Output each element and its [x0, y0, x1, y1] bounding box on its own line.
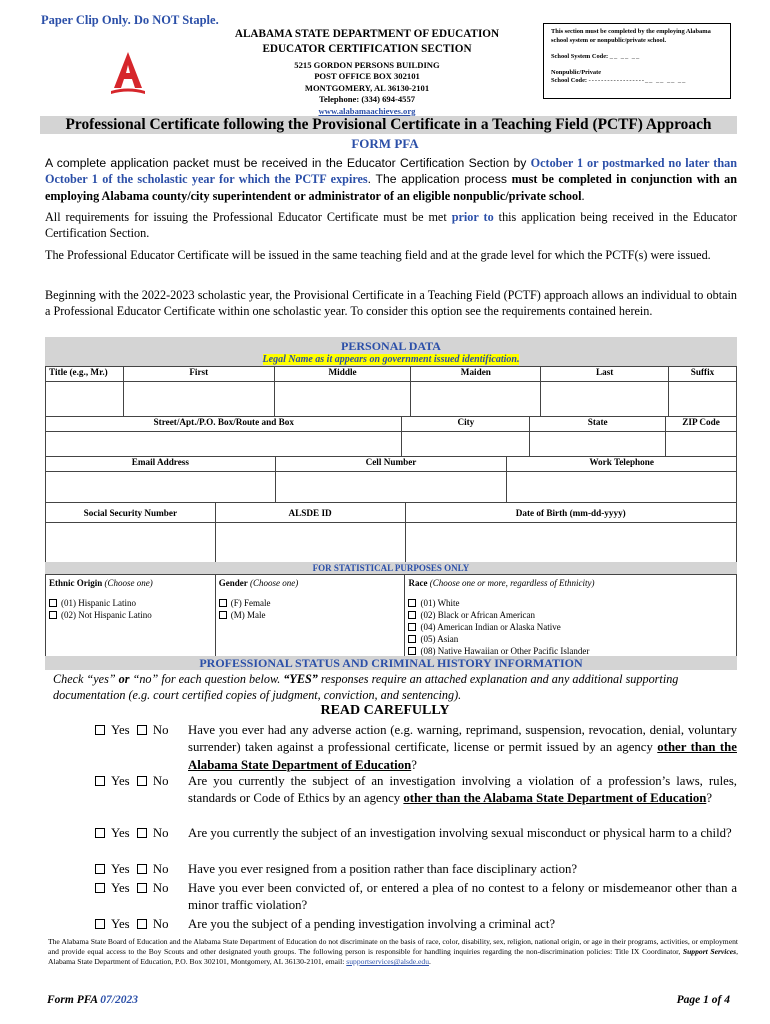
yes-label: Yes	[111, 881, 130, 895]
intro-paragraph-1: A complete application packet must be received in the Educator Certification Section by October 1 or postmarked no later than October 1 of the scholastic year for which the PCTF expires. The application process must be completed in conjunction with an employing Alabama county/city superintendent or administrator of an eligible nonpublic/private school.	[45, 156, 737, 203]
question-row	[95, 825, 737, 842]
dob-header: Date of Birth (mm-dd-yyyy)	[405, 503, 737, 523]
clip-notice: Paper Clip Only. Do NOT Staple.	[41, 13, 219, 27]
race-option-black[interactable]: (02) Black or African American	[408, 609, 733, 621]
telephone: Telephone: (334) 694-4557	[318, 94, 416, 105]
form-id: Form PFA 07/2023	[47, 994, 138, 1006]
school-system-code-label: School System Code:	[551, 53, 609, 60]
question-text: Are you the subject of a pending investigation involving a criminal act?	[188, 917, 556, 931]
checkbox-icon[interactable]	[219, 599, 227, 607]
first-name-header: First	[123, 367, 274, 382]
question-text: Are you currently the subject of an investigation involving sexual misconduct or physical harm to a child?	[188, 826, 732, 840]
question-text: Have you ever had any adverse action (e.g. warning, reprimand, suspension, revocation, denial, voluntary surrender) taken against a professional certificate, license or permit issued by an agency other than the Alabama State Department of Education?	[188, 723, 737, 772]
intro-paragraph-3: The Professional Educator Certificate will be issued in the same teaching field and at the grade level for which the PCTF(s) were issued.	[45, 248, 711, 262]
school-system-code-field[interactable]: __ __ __	[609, 53, 641, 60]
checkbox-icon[interactable]	[408, 599, 416, 607]
alabama-a-logo-icon	[108, 50, 148, 96]
professional-instructions: Check “yes” or “no” for each question below. “YES” responses require an attached explanation and any additional supporting documentation (e.g. court certified copies of judgment, conviction, and sentencing).	[53, 672, 679, 702]
professional-status-heading: PROFESSIONAL STATUS AND CRIMINAL HISTORY INFORMATION	[45, 656, 737, 670]
page-number: Page 1 of 4	[676, 994, 730, 1006]
gender-option-female[interactable]: (F) Female	[219, 597, 402, 609]
ethnic-origin-cell: Ethnic Origin (Choose one) (01) Hispanic Latino (02) Not Hispanic Latino	[46, 575, 216, 658]
middle-name-header: Middle	[274, 367, 411, 382]
yes-no-options	[95, 861, 168, 878]
alsde-id-field[interactable]	[215, 523, 405, 563]
dob-field[interactable]	[405, 523, 737, 563]
race-option-pacific-islander[interactable]: (08) Native Hawaiian or Other Pacific Islander	[408, 645, 733, 657]
middle-name-field[interactable]	[274, 382, 411, 417]
yes-checkbox-icon[interactable]	[95, 725, 105, 735]
yes-checkbox-icon[interactable]	[95, 883, 105, 893]
checkbox-icon[interactable]	[408, 611, 416, 619]
email-header: Email Address	[46, 457, 276, 472]
no-label: No	[152, 774, 169, 788]
question-row	[95, 880, 737, 915]
intro-paragraph-4: Beginning with the 2022-2023 scholastic year, the Provisional Certificate in a Teaching Field (PCTF) approach allows an individual to obtain a Professional Educator Certificate within one scholastic year. To consider this option see the requirements contained herein.	[45, 288, 737, 319]
city-field[interactable]	[402, 432, 530, 457]
state-field[interactable]	[530, 432, 666, 457]
question-text: Have you ever been convicted of, or entered a plea of no contest to a felony or misdemeanor other than a minor traffic violation?	[188, 881, 737, 913]
no-label: No	[152, 862, 169, 876]
race-cell: Race (Choose one or more, regardless of Ethnicity) (01) White (02) Black or African American (04) American Indian or Alaska Native (05) Asian (08) Native Hawaiian or Other Pacific Islander	[405, 575, 737, 658]
no-checkbox-icon[interactable]	[137, 864, 147, 874]
agency-name: ALABAMA STATE DEPARTMENT OF EDUCATION	[234, 28, 500, 40]
private-school-code-label: School Code:	[551, 77, 588, 84]
form-title: Professional Certificate following the Provisional Certificate in a Teaching Field (PCTF) Approach	[40, 116, 737, 134]
cell-header: Cell Number	[275, 457, 507, 472]
yes-label: Yes	[111, 826, 130, 840]
ssn-field[interactable]	[46, 523, 216, 563]
no-label: No	[152, 917, 169, 931]
yes-checkbox-icon[interactable]	[95, 776, 105, 786]
gender-option-male[interactable]: (M) Male	[219, 609, 402, 621]
street-field[interactable]	[46, 432, 402, 457]
race-option-white[interactable]: (01) White	[408, 597, 733, 609]
maiden-name-field[interactable]	[411, 382, 541, 417]
work-phone-header: Work Telephone	[507, 457, 737, 472]
intro-paragraph-2: All requirements for issuing the Professional Educator Certificate must be met prior to this application being received in the Educator Certification Section.	[45, 210, 737, 241]
address-line-2: POST OFFICE BOX 302101	[314, 71, 420, 82]
name-table	[45, 366, 737, 417]
question-row	[95, 722, 737, 774]
yes-label: Yes	[111, 723, 130, 737]
alsde-id-header: ALSDE ID	[215, 503, 405, 523]
yes-no-options	[95, 916, 168, 933]
address-table	[45, 416, 737, 457]
no-checkbox-icon[interactable]	[137, 725, 147, 735]
read-carefully-heading: READ CAREFULLY	[320, 703, 450, 718]
question-row	[95, 916, 737, 933]
checkbox-icon[interactable]	[408, 623, 416, 631]
ethnic-option-not-hispanic[interactable]: (02) Not Hispanic Latino	[49, 609, 212, 621]
question-text: Have you ever resigned from a position rather than face disciplinary action?	[188, 862, 578, 876]
title-header: Title (e.g., Mr.)	[46, 367, 124, 382]
first-name-field[interactable]	[123, 382, 274, 417]
checkbox-icon[interactable]	[49, 599, 57, 607]
statistical-heading: FOR STATISTICAL PURPOSES ONLY	[45, 562, 737, 574]
street-header: Street/Apt./P.O. Box/Route and Box	[46, 417, 402, 432]
employer-box	[543, 23, 731, 99]
yes-no-options	[95, 880, 168, 897]
question-row	[95, 773, 737, 808]
last-name-field[interactable]	[541, 382, 669, 417]
no-checkbox-icon[interactable]	[137, 919, 147, 929]
question-text: Are you currently the subject of an investigation involving a violation of a profession’s laws, rules, standards or Code of Ethics by an agency other than the Alabama State Department of Education?	[188, 774, 737, 806]
gender-cell: Gender (Choose one) (F) Female (M) Male	[215, 575, 405, 658]
yes-label: Yes	[111, 862, 130, 876]
zip-header: ZIP Code	[666, 417, 737, 432]
private-label-1: Nonpublic/Private	[551, 68, 602, 76]
ssn-header: Social Security Number	[46, 503, 216, 523]
yes-label: Yes	[111, 774, 130, 788]
checkbox-icon[interactable]	[408, 635, 416, 643]
yes-checkbox-icon[interactable]	[95, 864, 105, 874]
address-line-1: 5215 GORDON PERSONS BUILDING	[294, 60, 440, 70]
no-checkbox-icon[interactable]	[137, 883, 147, 893]
identity-table	[45, 502, 737, 563]
no-label: No	[152, 881, 169, 895]
no-checkbox-icon[interactable]	[137, 776, 147, 786]
yes-checkbox-icon[interactable]	[95, 828, 105, 838]
yes-no-options	[95, 825, 168, 842]
ethnic-option-hispanic[interactable]: (01) Hispanic Latino	[49, 597, 212, 609]
nondiscrimination-notice: The Alabama State Board of Education and the Alabama State Department of Education do not discriminate on the basis of race, color, disability, sex, religion, national origin, or age in their programs, activities, or employment and provide equal access to the Boy Scouts and other designated youth groups. The following person is responsible for handling inquiries regarding the non-discrimination policies: Title IX Coordinator, Support Services, Alabama State Department of Education, P.O. Box 302101, Montgomery, AL 36130-2101, email: supportservices@alsde.edu.	[48, 937, 738, 966]
legal-name-note: Legal Name as it appears on government issued identification.	[262, 354, 520, 365]
checkbox-icon[interactable]	[49, 611, 57, 619]
race-option-asian[interactable]: (05) Asian	[408, 633, 733, 645]
suffix-header: Suffix	[669, 367, 737, 382]
title-field[interactable]	[46, 382, 124, 417]
form-name: FORM PFA	[351, 136, 419, 151]
statistical-table	[45, 574, 737, 658]
website-link[interactable]: www.alabamaachieves.org	[318, 105, 416, 116]
yes-no-options	[95, 773, 168, 790]
cell-field[interactable]	[275, 472, 507, 503]
suffix-field[interactable]	[669, 382, 737, 417]
address-line-3: MONTGOMERY, AL 36130-2101	[304, 82, 430, 93]
yes-label: Yes	[111, 917, 130, 931]
private-school-code-field[interactable]: ------------------__ __ __ __	[588, 77, 687, 84]
personal-data-heading: PERSONAL DATA Legal Name as it appears on government issued identification.	[45, 337, 737, 366]
maiden-name-header: Maiden	[411, 367, 541, 382]
email-field[interactable]	[46, 472, 276, 503]
employer-notice: This section must be completed by the employing Alabama school system or nonpublic/private school.	[551, 28, 711, 44]
checkbox-icon[interactable]	[219, 611, 227, 619]
contact-table	[45, 456, 737, 503]
race-option-american-indian[interactable]: (04) American Indian or Alaska Native	[408, 621, 733, 633]
state-header: State	[530, 417, 666, 432]
support-email-link[interactable]: supportservices@alsde.edu	[346, 957, 429, 966]
question-row	[95, 861, 737, 878]
yes-checkbox-icon[interactable]	[95, 919, 105, 929]
city-header: City	[402, 417, 530, 432]
section-name: EDUCATOR CERTIFICATION SECTION	[262, 43, 472, 55]
no-label: No	[152, 826, 169, 840]
zip-field[interactable]	[666, 432, 737, 457]
no-label: No	[152, 723, 169, 737]
no-checkbox-icon[interactable]	[137, 828, 147, 838]
agency-block	[212, 27, 522, 117]
yes-no-options	[95, 722, 168, 739]
work-phone-field[interactable]	[507, 472, 737, 503]
last-name-header: Last	[541, 367, 669, 382]
checkbox-icon[interactable]	[408, 647, 416, 655]
